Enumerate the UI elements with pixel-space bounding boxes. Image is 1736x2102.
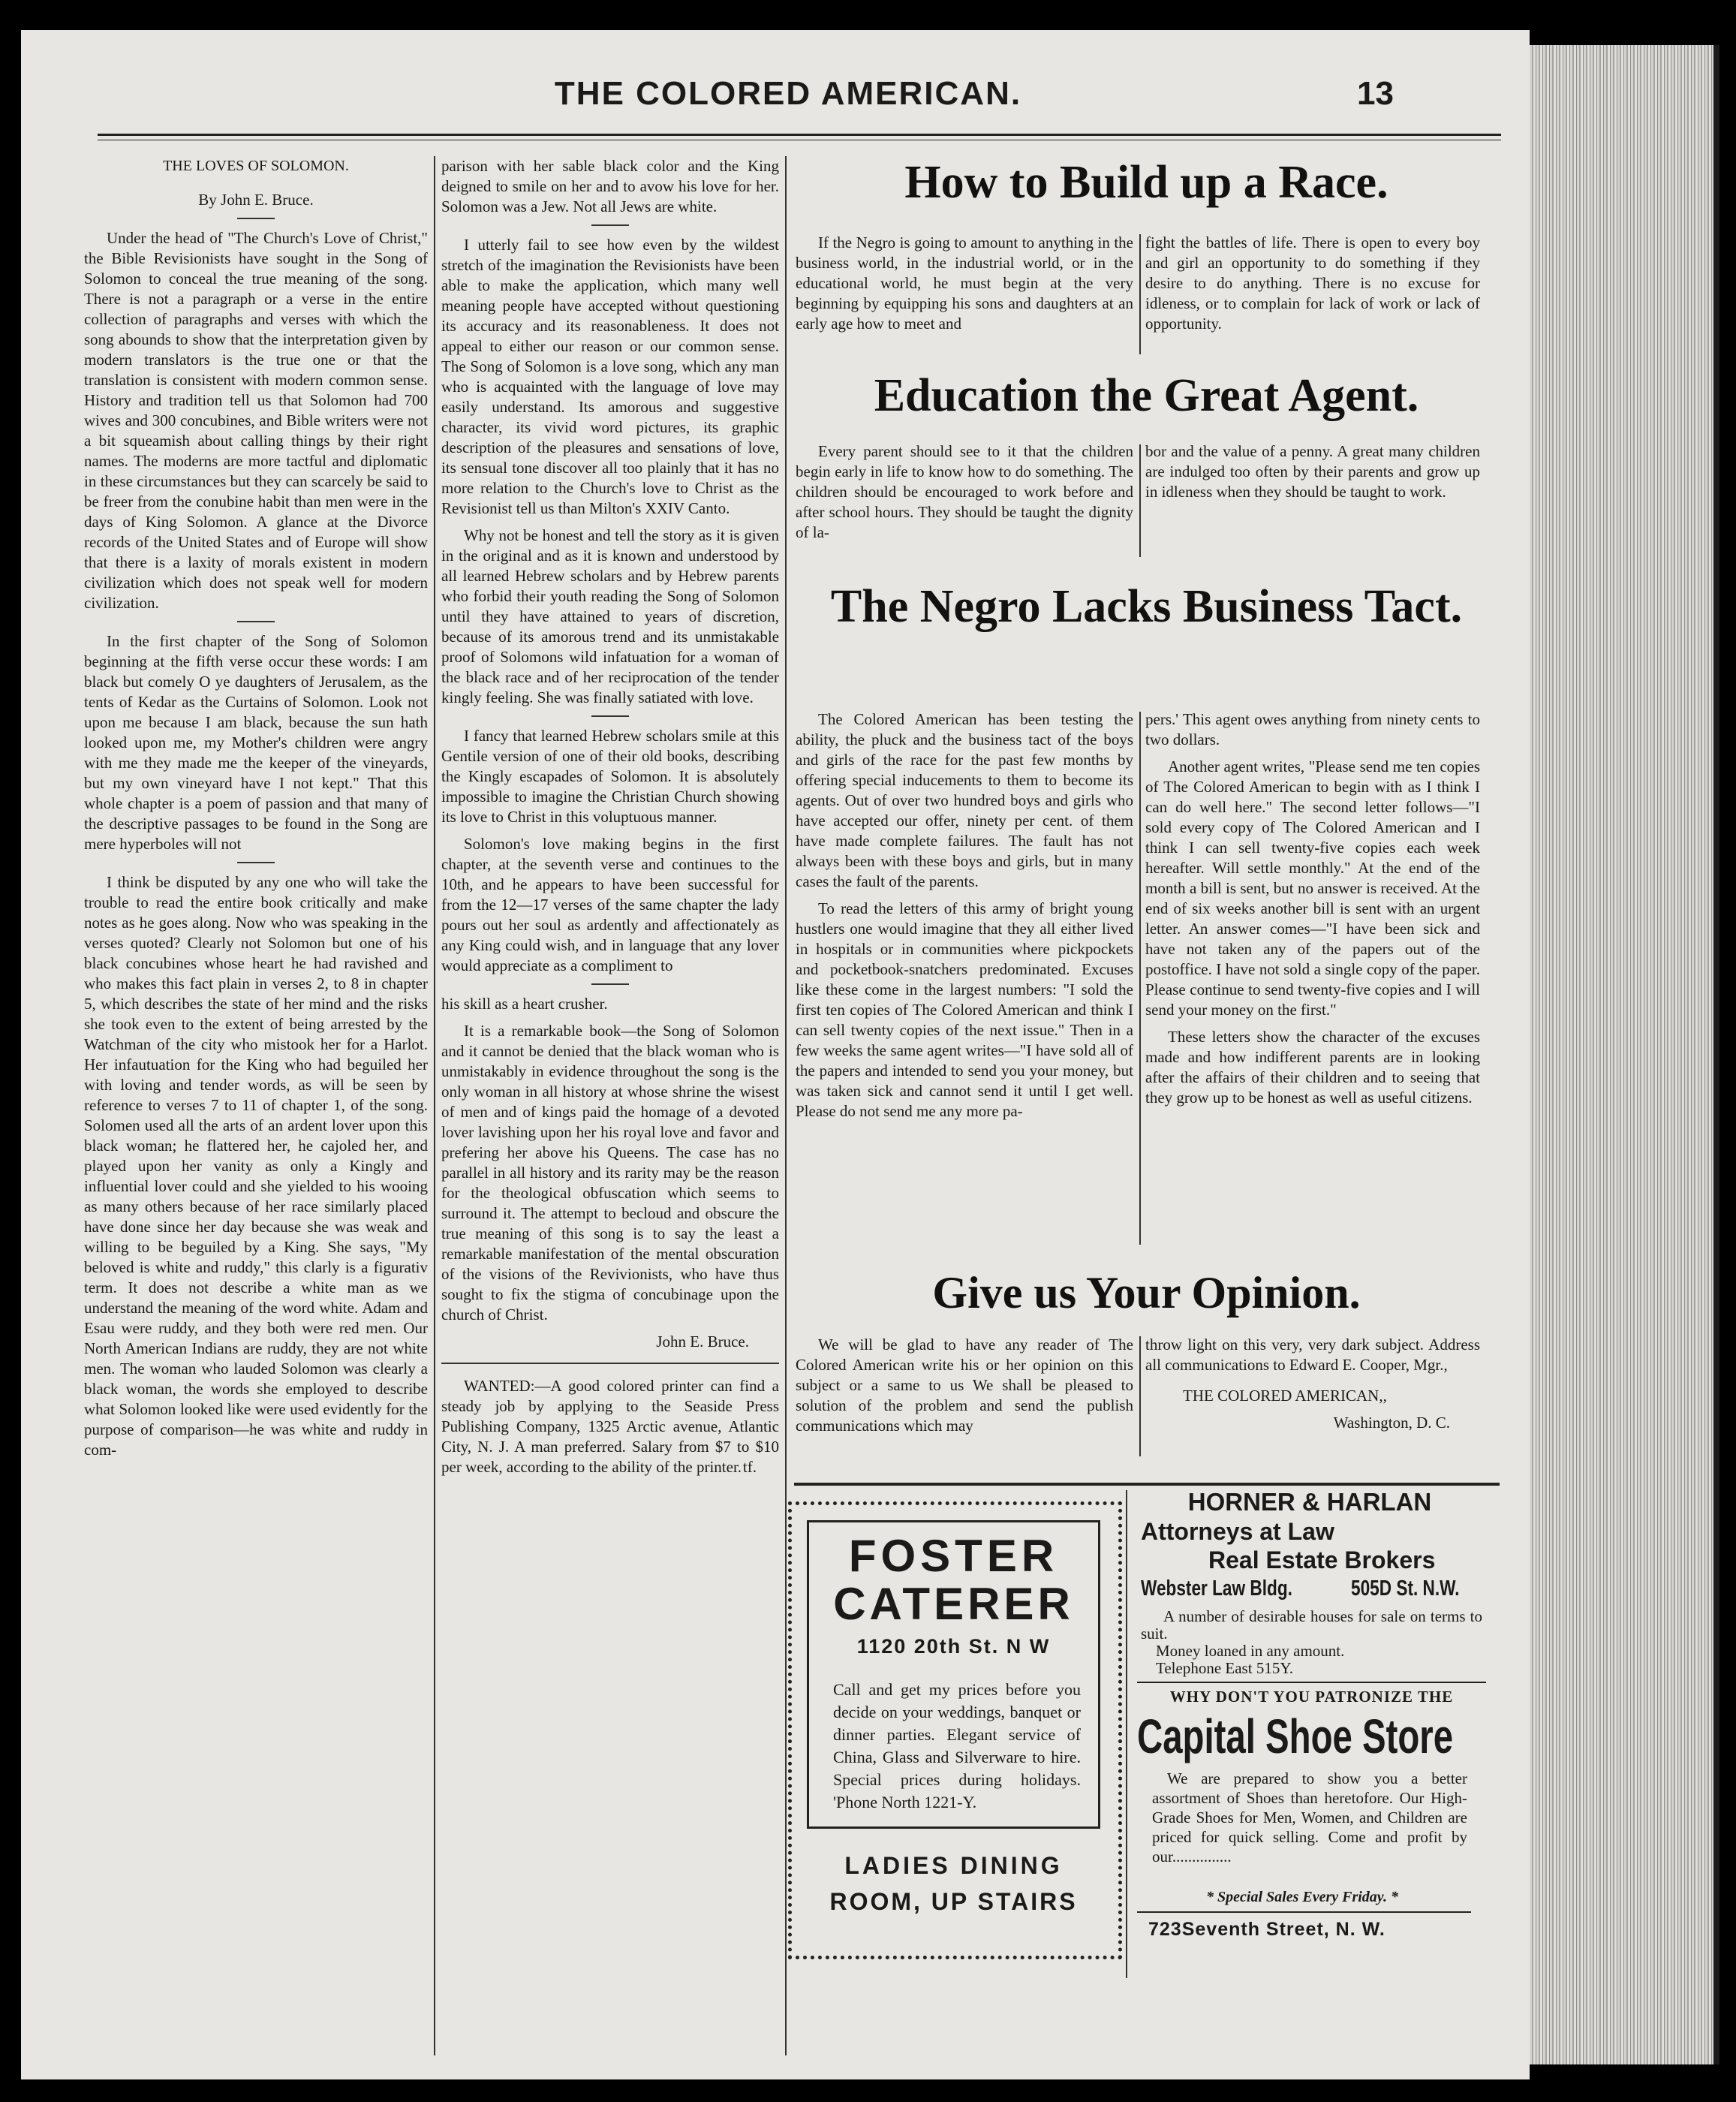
race-headline: How to Build up a Race. [904, 157, 1388, 208]
shoe-address: 723Seventh Street, N. W. [1148, 1919, 1385, 1940]
education-text: bor and the value of a penny. A great many children are indulged too often by their parents and grow up in idleness when they should be taught to work. [1145, 442, 1480, 501]
foster-address: 1120 20th St. N W [856, 1635, 1051, 1658]
business-text: To read the letters of this army of bright young hustlers one would imagine that they all either lived in hospitals or in communities where pickpockets and pocketbook-snatchers predominated. Excuses like these come in the largest numbers: "I sold the first ten copies of The Colored American and think I can sell twenty copies of the next issue." Then in a few weeks the same agent writes—"I have sold all of the papers and intended to send you your money, but was taken sick and cannot send it until I get well. Please do not send me any more pa- [796, 899, 1133, 1120]
solomon-paragraph: parison with her sable black color and the King deigned to smile on her and to avow his love for her. Solomon was a Jew. Not all Jews are white. [441, 157, 779, 215]
foster-footer-line2: ROOM, UP STAIRS [829, 1888, 1078, 1915]
opinion-signature: THE COLORED AMERICAN,, [1183, 1387, 1387, 1405]
business-text: Another agent writes, "Please send me ten copies of The Colored American to begin with as I think I can do well here." The second letter follows—"I sold every copy of The Colored American and I think I can sell twenty-five copies each week hereafter. Will settle monthly." At the end of the month a bill is sent, but no answer is received. At the end of six weeks another bill is sent with an urgent letter. An answer comes—"I have been sick and have not taken any of the papers out of the postoffice. I have not sold a single copy of the paper. Please continue to send twenty-five copies and I will send your money on the first." [1145, 757, 1480, 1019]
horner-attorneys: Attorneys at Law [1141, 1518, 1334, 1545]
race-right [1145, 233, 1480, 360]
page-number: 13 [1357, 75, 1394, 112]
education-left [796, 441, 1133, 562]
column-rule [1139, 234, 1141, 354]
solomon-title: THE LOVES OF SOLOMON. [163, 158, 349, 174]
education-text: Every parent should see to it that the children begin early in life to know how to do something. The children should be encouraged to work before and after school hours. They should be taught the dignity of la- [796, 442, 1133, 541]
opinion-left [796, 1335, 1133, 1462]
education-right [1145, 441, 1480, 562]
separator [591, 224, 629, 226]
shoe-special: * Special Sales Every Friday. * [1206, 1889, 1398, 1905]
foster-footer-line1: LADIES DINING [844, 1852, 1063, 1879]
opinion-text: We will be glad to have any reader of The Colored American write his or her opinion on this subject or a same to us We shall be pleased to solution of the problem and send the publish communications which may [796, 1336, 1133, 1435]
column-rule [785, 156, 787, 2055]
horner-brokers: Real Estate Brokers [1208, 1546, 1436, 1573]
horner-body-1: A number of desirable houses for sale on terms to suit. [1141, 1607, 1482, 1643]
shoe-body: We are prepared to show you a better assortment of Shoes than heretofore. Our High-Grade Shoes for Men, Women, and Children are priced for quick selling. Come and profit by our............... [1152, 1769, 1467, 1866]
horner-street: 505D St. N.W. [1351, 1576, 1460, 1601]
solomon-signature: John E. Bruce. [656, 1333, 749, 1351]
education-headline: Education the Great Agent. [874, 370, 1419, 421]
ad-divider [1137, 1911, 1471, 1913]
column-rule [1139, 712, 1141, 1245]
race-text: fight the battles of life. There is open to every boy and girl an opportunity to do something if they desire to do anything. There is no excuse for idleness, or to complain for lack of work or lack of opportunity. [1145, 233, 1480, 333]
solomon-column-2 [441, 156, 779, 2063]
horner-body-2: Money loaned in any amount. [1156, 1642, 1345, 1660]
ad-section-rule [794, 1483, 1500, 1486]
solomon-paragraph: Why not be honest and tell the story as it is given in the original and as it is known and understood by all learned Hebrew scholars and by Hebrew parents who forbid their youth reading the Song of Solomon until they have attained to years of discretion, because of its amorous trend and its unmistakable proof of Solomons wild infatuation for a woman of the black race and of her reciprocation of the tender kingly feeling. She was finally satiated with love. [441, 526, 779, 706]
separator [237, 621, 275, 622]
opinion-text: throw light on this very, very dark subject. Address all communications to Edward E. Cooper, Mgr., [1145, 1336, 1480, 1374]
column-rule [434, 156, 435, 2055]
wanted-tf: tf. [742, 1458, 757, 1476]
horner-body-3: Telephone East 515Y. [1156, 1659, 1294, 1677]
solomon-paragraph: In the first chapter of the Song of Solomon beginning at the fifth verse occur these words: I am black but comely O ye daughters of Jerusalem, as the tents of Kedar as the Curtains of Solomon. Look not upon me because I am black, because the sun hath looked upon me, my Mother's children were angry with me they made me the keeper of the vineyards, but my own vineyard have I not kept." That this whole chapter is a poem of passion and that many of the descriptive passages to be found in the Song are mere hyperboles will not [84, 632, 428, 853]
masthead-rule-top [98, 134, 1501, 136]
business-text: pers.' This agent owes anything from ninety cents to two dollars. [1145, 710, 1480, 748]
column-rule [1139, 444, 1141, 557]
solomon-paragraph: It is a remarkable book—the Song of Solomon and it cannot be denied that the black woman who is unmistakably in evidence throughout the song is the only woman in all history at whose shrine the wisest of men and of kings paid the homage of a devoted lover lavishing upon her his royal love and favor and prefering her above his Queens. The case has no parallel in all history and its rarity may be the reason for the theological obfuscation which seems to surround it. The attempt to becloud and obscure the true meaning of this song is to say the least a remarkable manifestation of the mental obscuration of the visions of the Revivionists, who have thus sought to fix the stigma of concubinage upon the church of Christ. [441, 1022, 779, 1324]
race-left [796, 233, 1133, 360]
business-left [796, 709, 1133, 1250]
ad-divider [1137, 1682, 1486, 1683]
race-text: If the Negro is going to amount to anything in the business world, in the industrial world, or in the educational world, he must begin at the very beginning by equipping his sons and daughters at an early age how to meet and [796, 233, 1133, 333]
solomon-paragraph: Under the head of "The Church's Love of Christ," the Bible Revisionists have sought in the Song of Solomon to conceal the true meaning of the song. There is not a paragraph or a verse in the entire collection of paragraphs and verses with which the song abounds to show that the interpretation given by modern translators is the true one or that the translation is consistent with modern common sense. History and tradition tell us that Solomon had 700 wives and 300 concubines, and Bible writers were not a bit squeamish about calling things by their right names. The moderns are more tactful and diplomatic in these circumstances but they can scarcely be said to be freer from the conubine habit than men were in the days of King Solomon. A glance at the Divorce records of the United States and of Europe will show that there is a laxity of morals existent in modern civilization which does not speak well for modern civilization. [84, 229, 428, 612]
horner-building: Webster Law Bldg. [1141, 1576, 1292, 1601]
shoe-store-name: Capital Shoe Store [1137, 1709, 1454, 1763]
horner-name: HORNER & HARLAN [1187, 1488, 1432, 1516]
foster-name: FOSTER [848, 1531, 1059, 1581]
masthead-title: THE COLORED AMERICAN. [554, 75, 1022, 112]
separator [441, 1363, 779, 1364]
solomon-column-1 [84, 156, 428, 2063]
solomon-paragraph: his skill as a heart crusher. [441, 995, 608, 1013]
business-text: These letters show the character of the excuses made and how indifferent parents are in looking after the affairs of their children and to seeing that they grow up to be honest as well as useful citizens. [1145, 1028, 1480, 1107]
solomon-paragraph: I fancy that learned Hebrew scholars smile at this Gentile version of one of their old books, describing the Kingly escapades of Solomon. It is absolutely impossible to imagine the Christian Church showing its love to Christ in this voluptuous manner. [441, 727, 779, 826]
business-right [1145, 709, 1480, 1250]
separator [237, 218, 275, 219]
book-page-edges [1530, 45, 1719, 2064]
column-rule [1139, 1336, 1141, 1456]
solomon-paragraph: Solomon's love making begins in the first chapter, at the seventh verse and continues to the 10th, and he appears to have been successful for from the 12—17 verses of the same chapter the lady pours out her soul as ardently and affectionately as any King could wish, and in language that any lover would appreciate as a compliment to [441, 835, 779, 974]
solomon-paragraph: I utterly fail to see how even by the wildest stretch of the imagination the Revisionists have been able to make the application, which many well meaning people have accepted without questioning its accuracy and its reasonableness. It does not appeal to either our reason or our common sense. The Song of Solomon is a love song, which any man who is acquainted with the language of love may easily understand. Its amorous and suggestive character, its vivid word pictures, its graphic description of the pleasures and sensations of love, its sensual tone discover all too plainly that it has no more relation to the Church's love to Christ as the Revisionist tell us than Milton's XXIV Canto. [441, 236, 779, 517]
separator [591, 715, 629, 717]
opinion-location: Washington, D. C. [1333, 1414, 1450, 1432]
foster-caterer: CATERER [833, 1579, 1074, 1629]
separator [237, 862, 275, 863]
solomon-byline: By John E. Bruce. [198, 191, 314, 209]
wanted-ad: WANTED:—A good colored printer can find a steady job by applying to the Seaside Press Publishing Company, 1325 Arctic avenue, Atlantic City, N. J. A man preferred. Salary from $7 to $10 per week, according to the ability of the printer. [441, 1377, 779, 1476]
opinion-headline: Give us Your Opinion. [932, 1268, 1361, 1318]
opinion-right [1145, 1335, 1480, 1477]
column-rule [1126, 1490, 1127, 1978]
solomon-paragraph: I think be disputed by any one who will take the trouble to read the entire book critically and make notes as he goes along. Now who was speaking in the verses quoted? Clearly not Solomon but one of his black concubines whose heart he had ravished and who makes this fact plain in verses 2, to 8 in chapter 5, which describes the state of her mind and the risks she took even to the extent of being arrested by the Watchman of the city who mistook her for a Harlot. Her infautuation for the King who had beguiled her with loving and tender words, as will be seen by reference to verses 7 to 11 of chapter 1, of the song. Solomen used all the arts of an ardent lover upon this black woman; he flattered her, he cajoled her, and played upon her vanity as only a Kingly and influential lover could and she yielded to his wooing as many others because of her race similarly placed have done since her day because she was weak and willing to be beguiled by a King. She says, "My beloved is white and ruddy," this clarly is a figurativ term. It does not describe a white man as we understand the meaning of the word white. Adam and Esau were ruddy, and they both were red men. Our North American Indians are ruddy, they are not white men. The woman who lauded Solomon was clearly a black woman, the words she employed to describe what Solomon looked like were used evidently for the purpose of comparison—he was white and ruddy in com- [84, 873, 428, 1459]
foster-body: Call and get my prices before you decide on your weddings, banquet or dinner parties. Elegant service of China, Glass and Silverware to hire. Special prices during holidays. 'Phone North 1221-Y. [833, 1680, 1081, 1811]
shoe-tagline: WHY DON'T YOU PATRONIZE THE [1169, 1688, 1454, 1706]
business-headline: The Negro Lacks Business Tact. [830, 581, 1463, 632]
separator [591, 983, 629, 985]
business-text: The Colored American has been testing the ability, the pluck and the business tact of the boys and girls of the race for the past few months by offering special inducements to them to become its agents. Out of over two hundred boys and girls who have accepted our offer, ninety per cent. of them have made complete failures. The fault has not always been with these boys and girls, but in many cases the fault of the parents. [796, 710, 1133, 890]
